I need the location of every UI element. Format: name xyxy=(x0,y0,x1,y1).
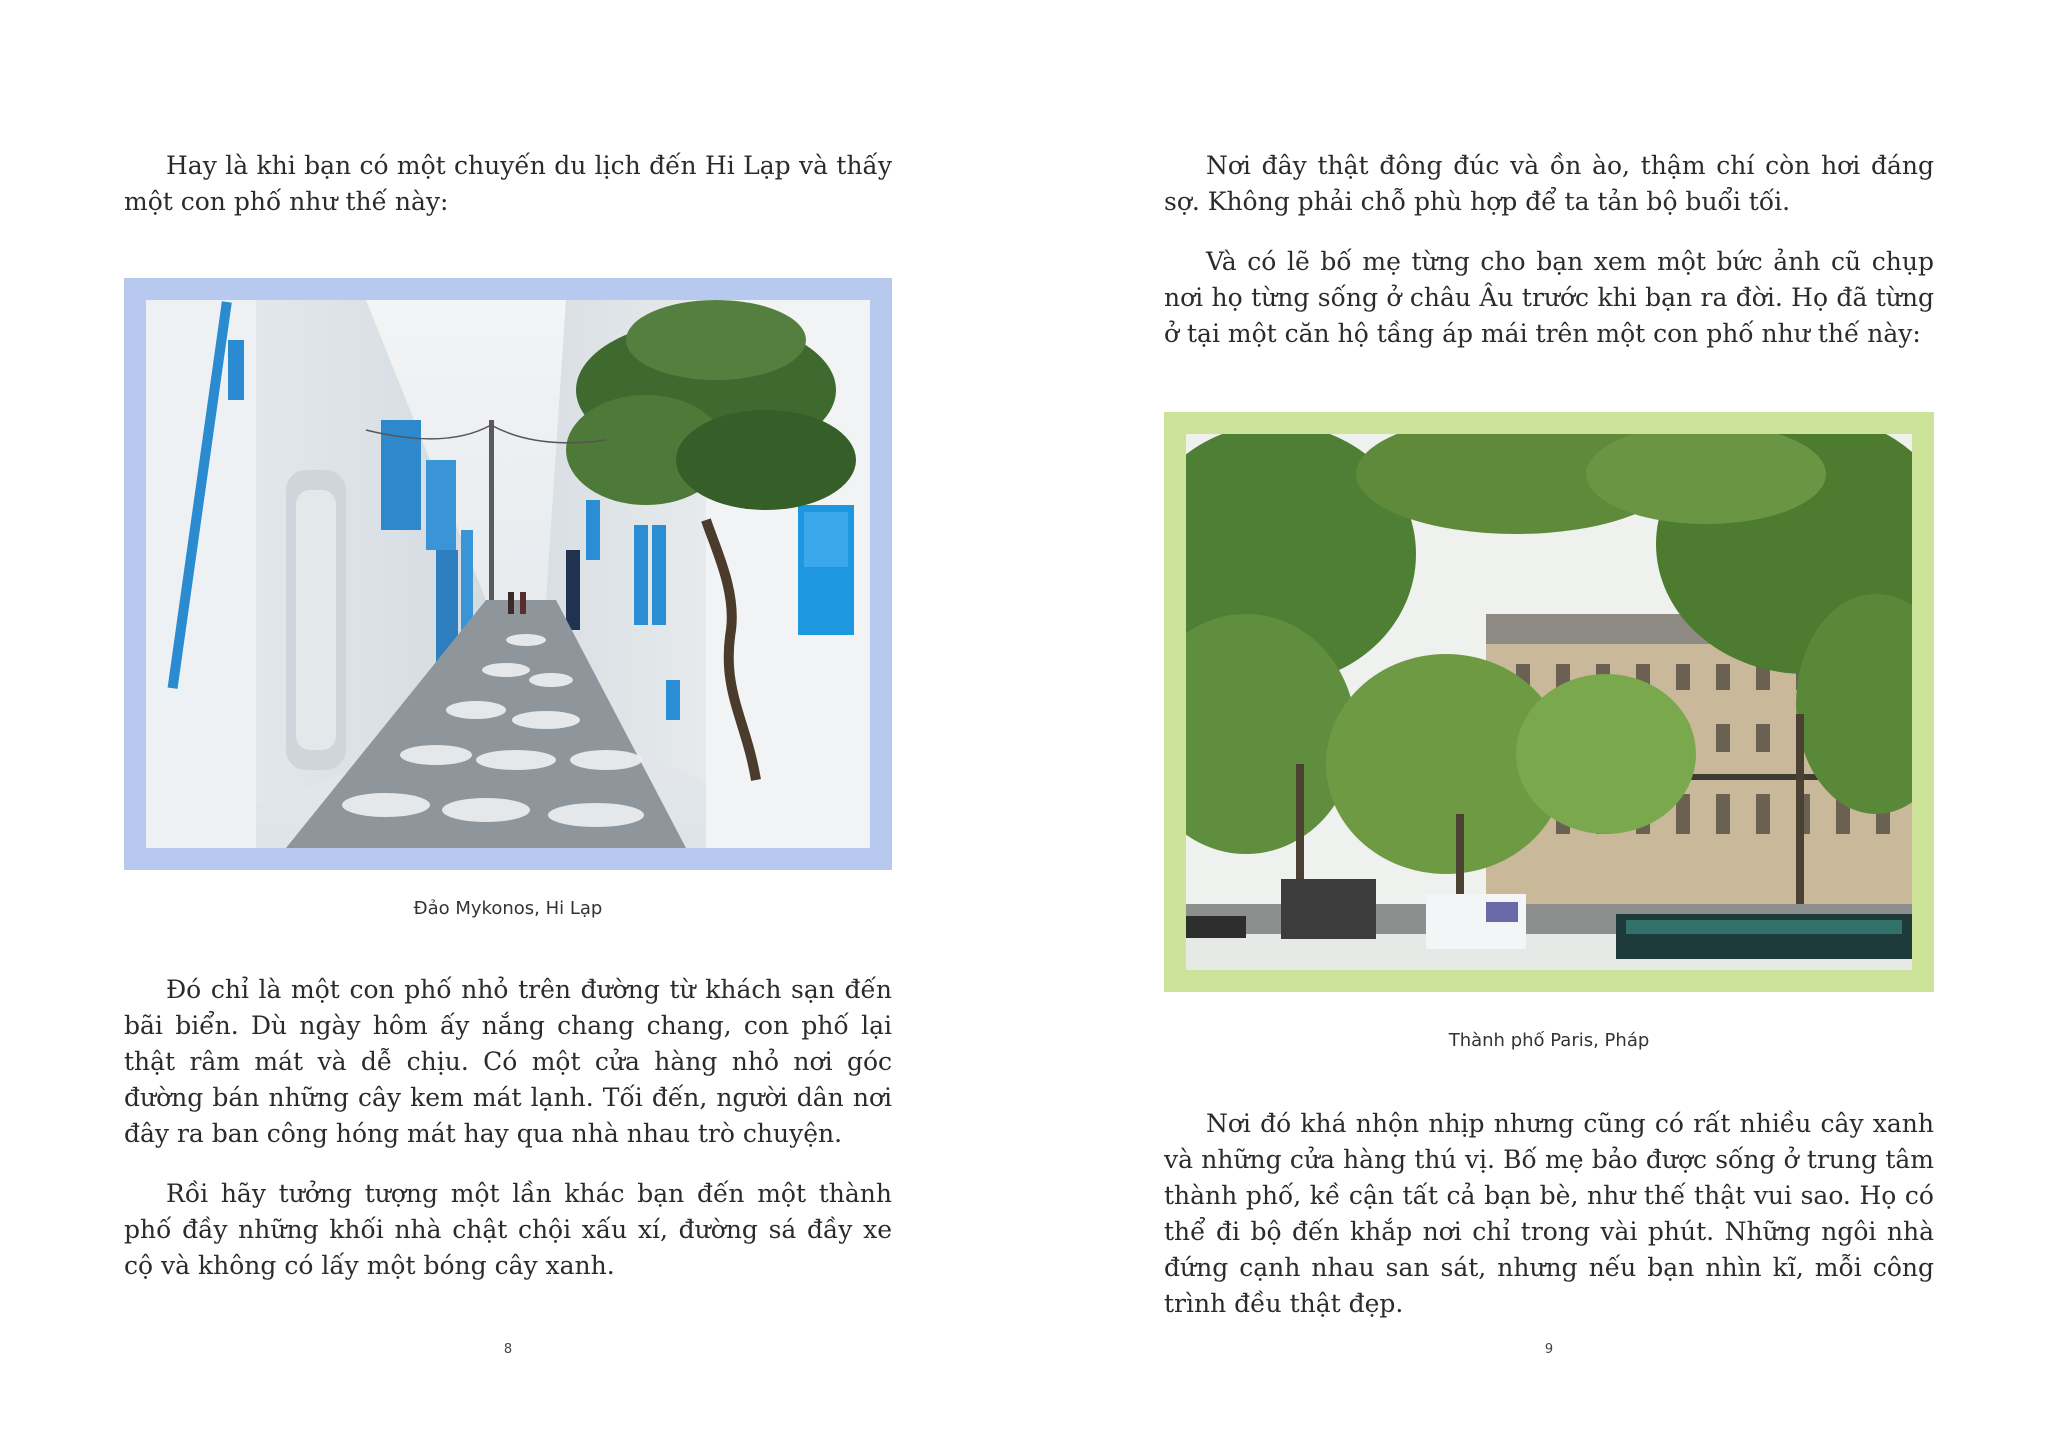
paris-street-illustration xyxy=(1186,434,1912,970)
mykonos-photo xyxy=(146,300,870,848)
right-paragraph-1: Nơi đây thật đông đúc và ồn ào, thậm chí còn hơi đáng sợ. Không phải chỗ phù hợp để ta tản bộ buổi tối. xyxy=(1164,151,1934,216)
mykonos-street-illustration xyxy=(146,300,870,848)
paris-photo xyxy=(1186,434,1912,970)
mykonos-photo-frame xyxy=(124,278,892,870)
right-page-number: 9 xyxy=(1544,1342,1554,1357)
right-photo-caption: Thành phố Paris, Pháp xyxy=(1448,1030,1650,1051)
right-page xyxy=(1024,0,2048,1435)
left-paragraph-2: Đó chỉ là một con phố nhỏ trên đường từ khách sạn đến bãi biển. Dù ngày hôm ấy nắng chang chang, con phố lại thật râm mát và dễ chịu. Có một cửa hàng nhỏ nơi góc đường bán những cây kem mát lạnh. Tối đến, người dân nơi đây ra ban công hóng mát hay qua nhà nhau trò chuyện. xyxy=(124,975,892,1148)
left-page-number: 8 xyxy=(503,1342,513,1357)
right-paragraph-2: Và có lẽ bố mẹ từng cho bạn xem một bức ảnh cũ chụp nơi họ từng sống ở châu Âu trước khi bạn ra đời. Họ đã từng ở tại một căn hộ tầng áp mái trên một con phố như thế này: xyxy=(1164,247,1934,348)
left-paragraph-3: Rồi hãy tưởng tượng một lần khác bạn đến một thành phố đầy những khối nhà chật chội xấu xí, đường sá đầy xe cộ và không có lấy một bóng cây xanh. xyxy=(124,1179,892,1280)
left-paragraph-1: Hay là khi bạn có một chuyến du lịch đến Hi Lạp và thấy một con phố như thế này: xyxy=(124,151,892,216)
left-photo-caption: Đảo Mykonos, Hi Lạp xyxy=(413,898,603,919)
right-paragraph-3: Nơi đó khá nhộn nhịp nhưng cũng có rất nhiều cây xanh và những cửa hàng thú vị. Bố mẹ bảo được sống ở trung tâm thành phố, kề cận tất cả bạn bè, như thế thật vui sao. Họ có thể đi bộ đến khắp nơi chỉ trong vài phút. Những ngôi nhà đứng cạnh nhau san sát, nhưng nếu bạn nhìn kĩ, mỗi công trình đều thật đẹp. xyxy=(1164,1109,1934,1318)
paris-photo-frame xyxy=(1164,412,1934,992)
